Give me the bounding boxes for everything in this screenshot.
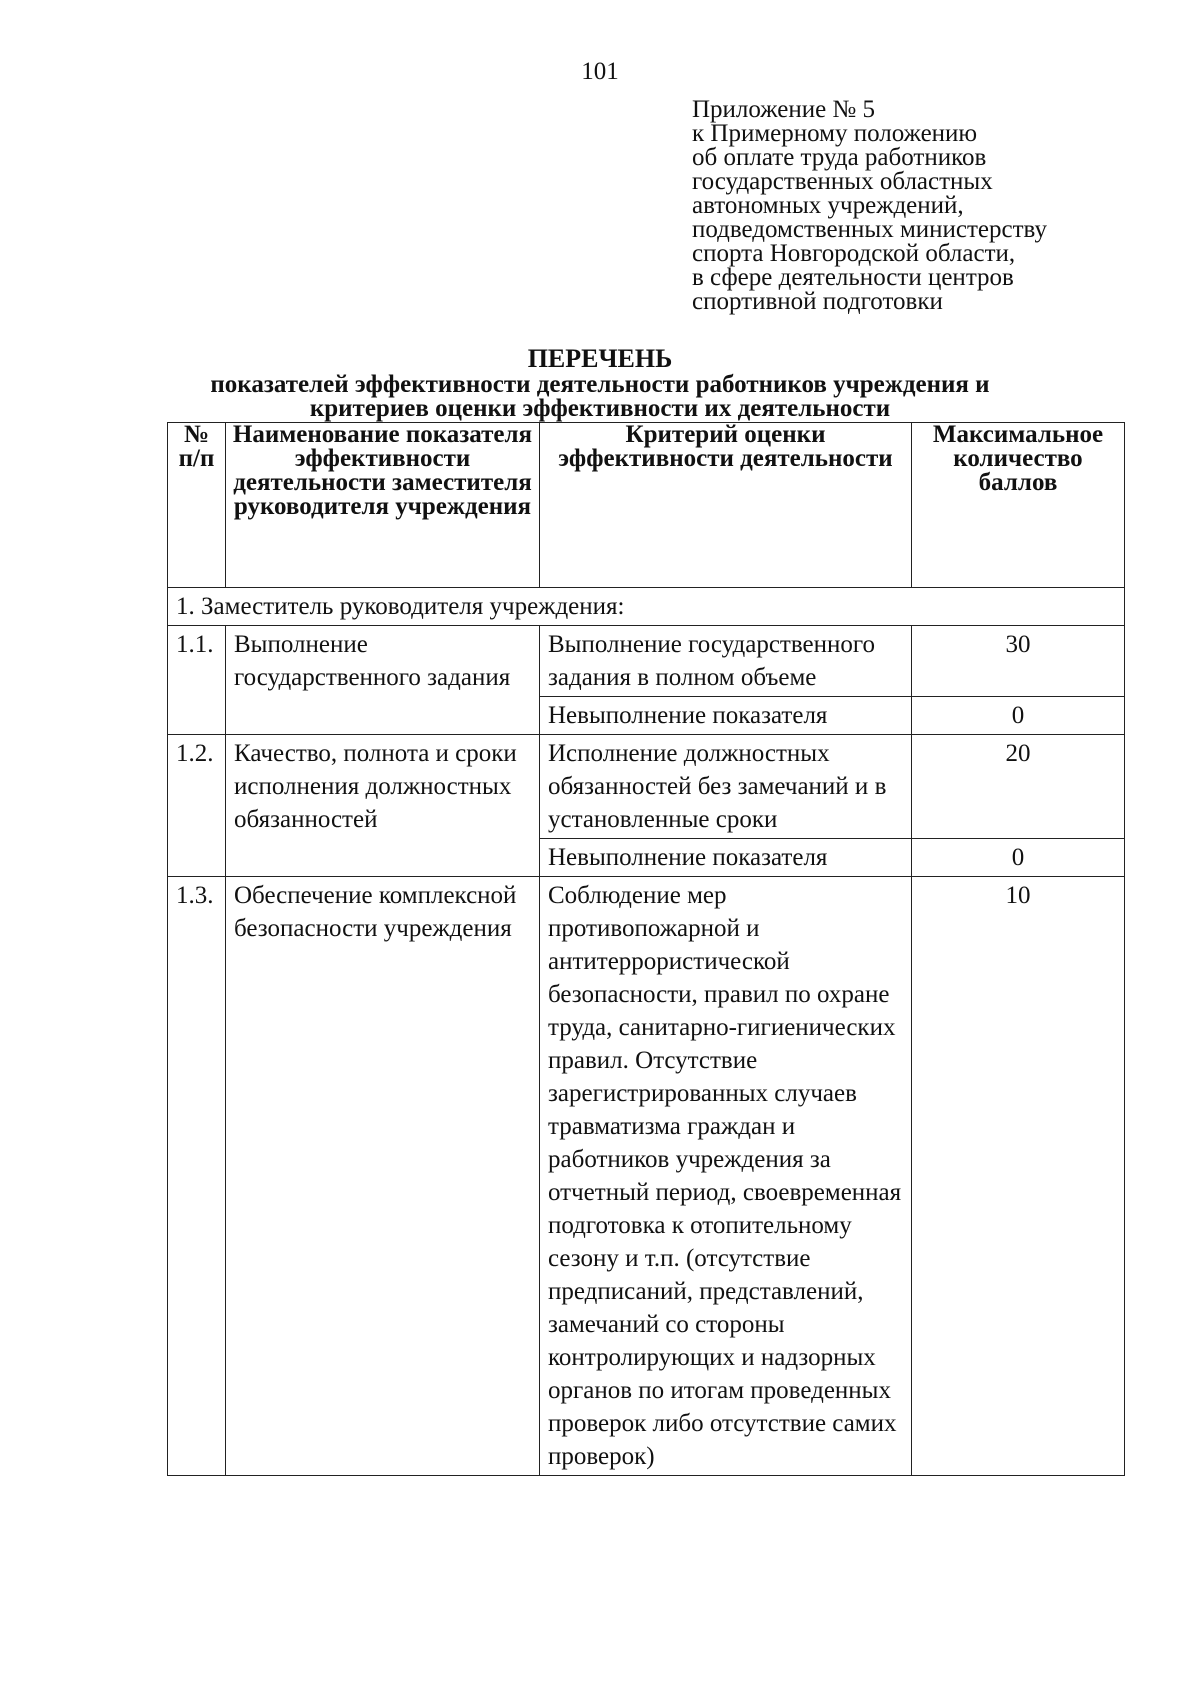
max-score: 0 xyxy=(912,697,1125,735)
header-max: Максимальное количество баллов xyxy=(912,423,1125,588)
title-line-1: показателей эффективности деятельности работников учреждения и xyxy=(210,371,990,398)
header-name: Наименование показателя эффективности деятельности заместителя руководителя учреждения xyxy=(226,423,540,588)
appendix-line: в сфере деятельности центров xyxy=(692,264,1014,291)
max-score: 30 xyxy=(912,626,1125,697)
indicators-table xyxy=(167,422,1125,1476)
title-line-2: критериев оценки эффективности их деятельности xyxy=(309,395,891,422)
document-title xyxy=(0,345,1200,421)
section-row xyxy=(168,588,1125,626)
table-header-row xyxy=(168,423,1125,588)
row-number: 1.1. xyxy=(168,626,226,735)
indicator-name: Качество, полнота и сроки исполнения должностных обязанностей xyxy=(226,735,540,877)
table-row xyxy=(168,735,1125,839)
row-number: 1.3. xyxy=(168,877,226,1476)
appendix-line: подведомственных министерству xyxy=(692,216,1047,243)
header-criterion: Критерий оценки эффективности деятельности xyxy=(540,423,912,588)
criterion-text: Невыполнение показателя xyxy=(540,839,912,877)
appendix-line: об оплате труда работников xyxy=(692,144,987,171)
criterion-text: Невыполнение показателя xyxy=(540,697,912,735)
appendix-line: к Примерному положению xyxy=(692,120,978,147)
criterion-text: Соблюдение мер противопожарной и антитеррористической безопасности, правил по охране труда, санитарно-гигиенических правил. Отсутствие зарегистрированных случаев травматизма граждан и работников учреждения за отчетный период, своевременная подготовка к отопительному сезону и т.п. (отсутствие предписаний, представлений, замечаний со стороны контролирующих и надзорных органов по итогам проведенных проверок либо отсутствие самих проверок) xyxy=(540,877,912,1476)
header-num: № п/п xyxy=(168,423,226,588)
appendix-line: спортивной подготовки xyxy=(692,288,943,315)
table-row xyxy=(168,626,1125,697)
criterion-text: Выполнение государственного задания в полном объеме xyxy=(540,626,912,697)
max-score: 10 xyxy=(912,877,1125,1476)
indicator-name: Выполнение государственного задания xyxy=(226,626,540,735)
max-score: 20 xyxy=(912,735,1125,839)
page-number: 101 xyxy=(581,58,619,85)
appendix-line: Приложение № 5 xyxy=(692,96,876,123)
section-title: 1. Заместитель руководителя учреждения: xyxy=(168,588,1125,626)
appendix-block xyxy=(692,98,1047,314)
max-score: 0 xyxy=(912,839,1125,877)
criterion-text: Исполнение должностных обязанностей без замечаний и в установленные сроки xyxy=(540,735,912,839)
appendix-line: спорта Новгородской области, xyxy=(692,240,1016,267)
table-row xyxy=(168,877,1125,1476)
title-heading: ПЕРЕЧЕНЬ xyxy=(527,344,673,373)
indicator-name: Обеспечение комплексной безопасности учреждения xyxy=(226,877,540,1476)
row-number: 1.2. xyxy=(168,735,226,877)
appendix-line: автономных учреждений, xyxy=(692,192,964,219)
appendix-line: государственных областных xyxy=(692,168,993,195)
